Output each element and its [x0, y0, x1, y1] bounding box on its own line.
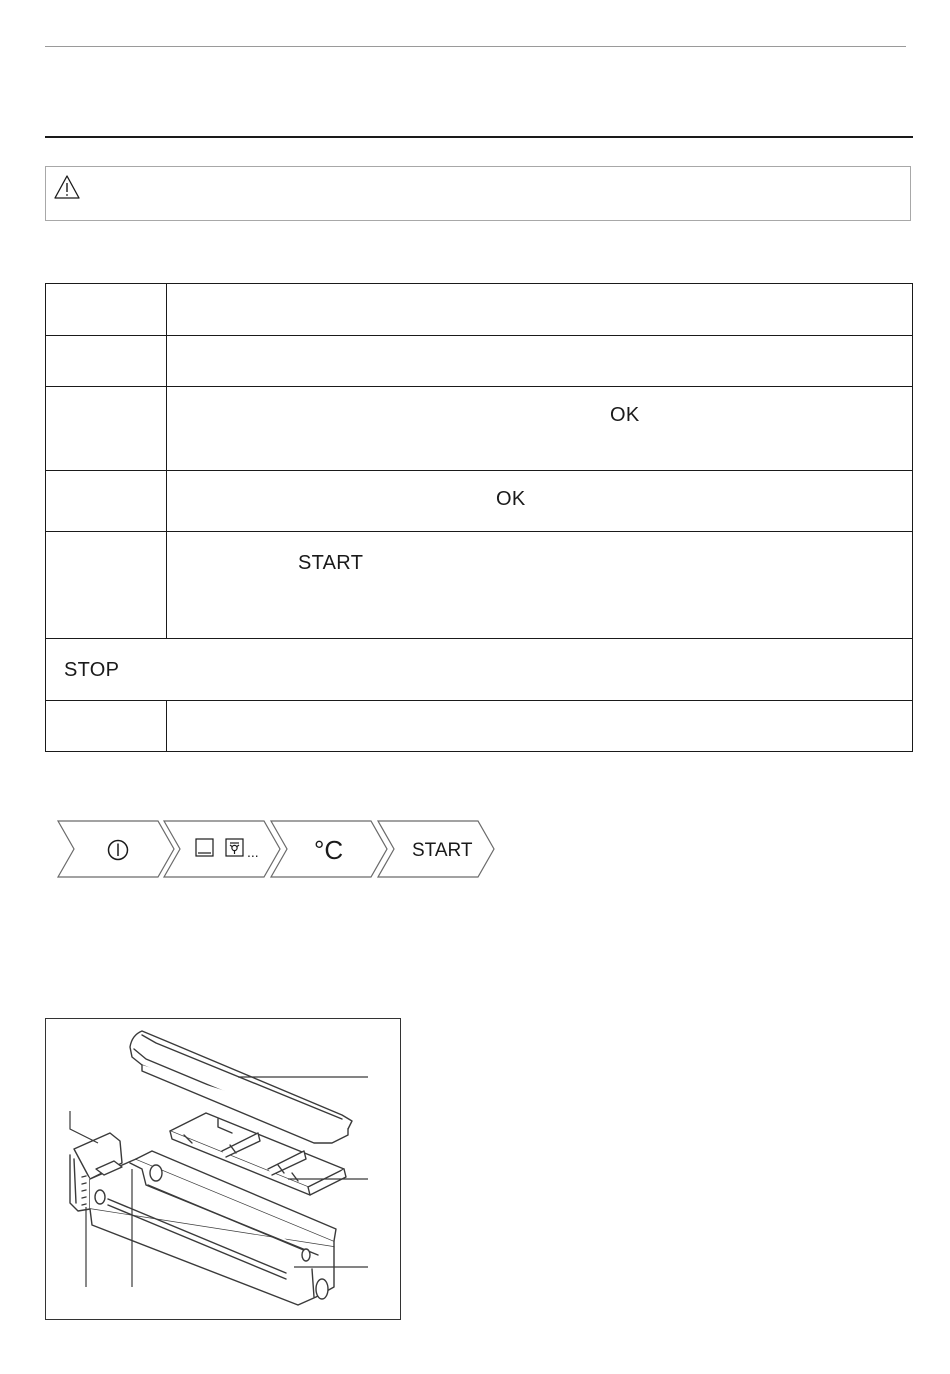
table-row: [46, 336, 913, 387]
table-cell-merged: [46, 639, 913, 701]
warning-icon: [53, 174, 81, 200]
table-cell-description: [167, 387, 913, 471]
section-heading-rule: [45, 136, 913, 138]
steam-tray-illustration: [46, 1019, 401, 1320]
table-row: [46, 639, 913, 701]
oven-function-ellipsis: ...: [247, 844, 259, 860]
table-row: [46, 387, 913, 471]
start-flow-label: START: [412, 840, 473, 861]
table-cell-description: [167, 532, 913, 639]
table-row: [46, 532, 913, 639]
table-cell-step: [46, 336, 167, 387]
steam-tray-figure: [45, 1018, 401, 1320]
start-button-label: START: [298, 552, 364, 574]
temperature-icon: °C: [314, 835, 344, 865]
steam-tray-lid: [130, 1031, 352, 1143]
table-cell-description: [167, 471, 913, 532]
table-cell-step: [46, 284, 167, 336]
ok-button-label: OK: [610, 404, 640, 426]
table-cell-step: [46, 471, 167, 532]
stop-button-label: STOP: [64, 659, 120, 681]
table-cell-step: [46, 387, 167, 471]
warning-box: [45, 166, 911, 221]
steps-table: [45, 283, 913, 752]
table-cell-description: [167, 336, 913, 387]
header-rule: [45, 46, 906, 47]
table-cell-step: [46, 532, 167, 639]
table-row: [46, 701, 913, 752]
flow-step-shape: [164, 821, 280, 877]
table-cell-description: [167, 284, 913, 336]
table-cell-description: [167, 701, 913, 752]
procedure-flow: [56, 819, 500, 879]
ok-button-label: OK: [496, 488, 526, 510]
flow-step-shape: [58, 821, 174, 877]
table-row: [46, 284, 913, 336]
table-cell-step: [46, 701, 167, 752]
table-row: [46, 471, 913, 532]
